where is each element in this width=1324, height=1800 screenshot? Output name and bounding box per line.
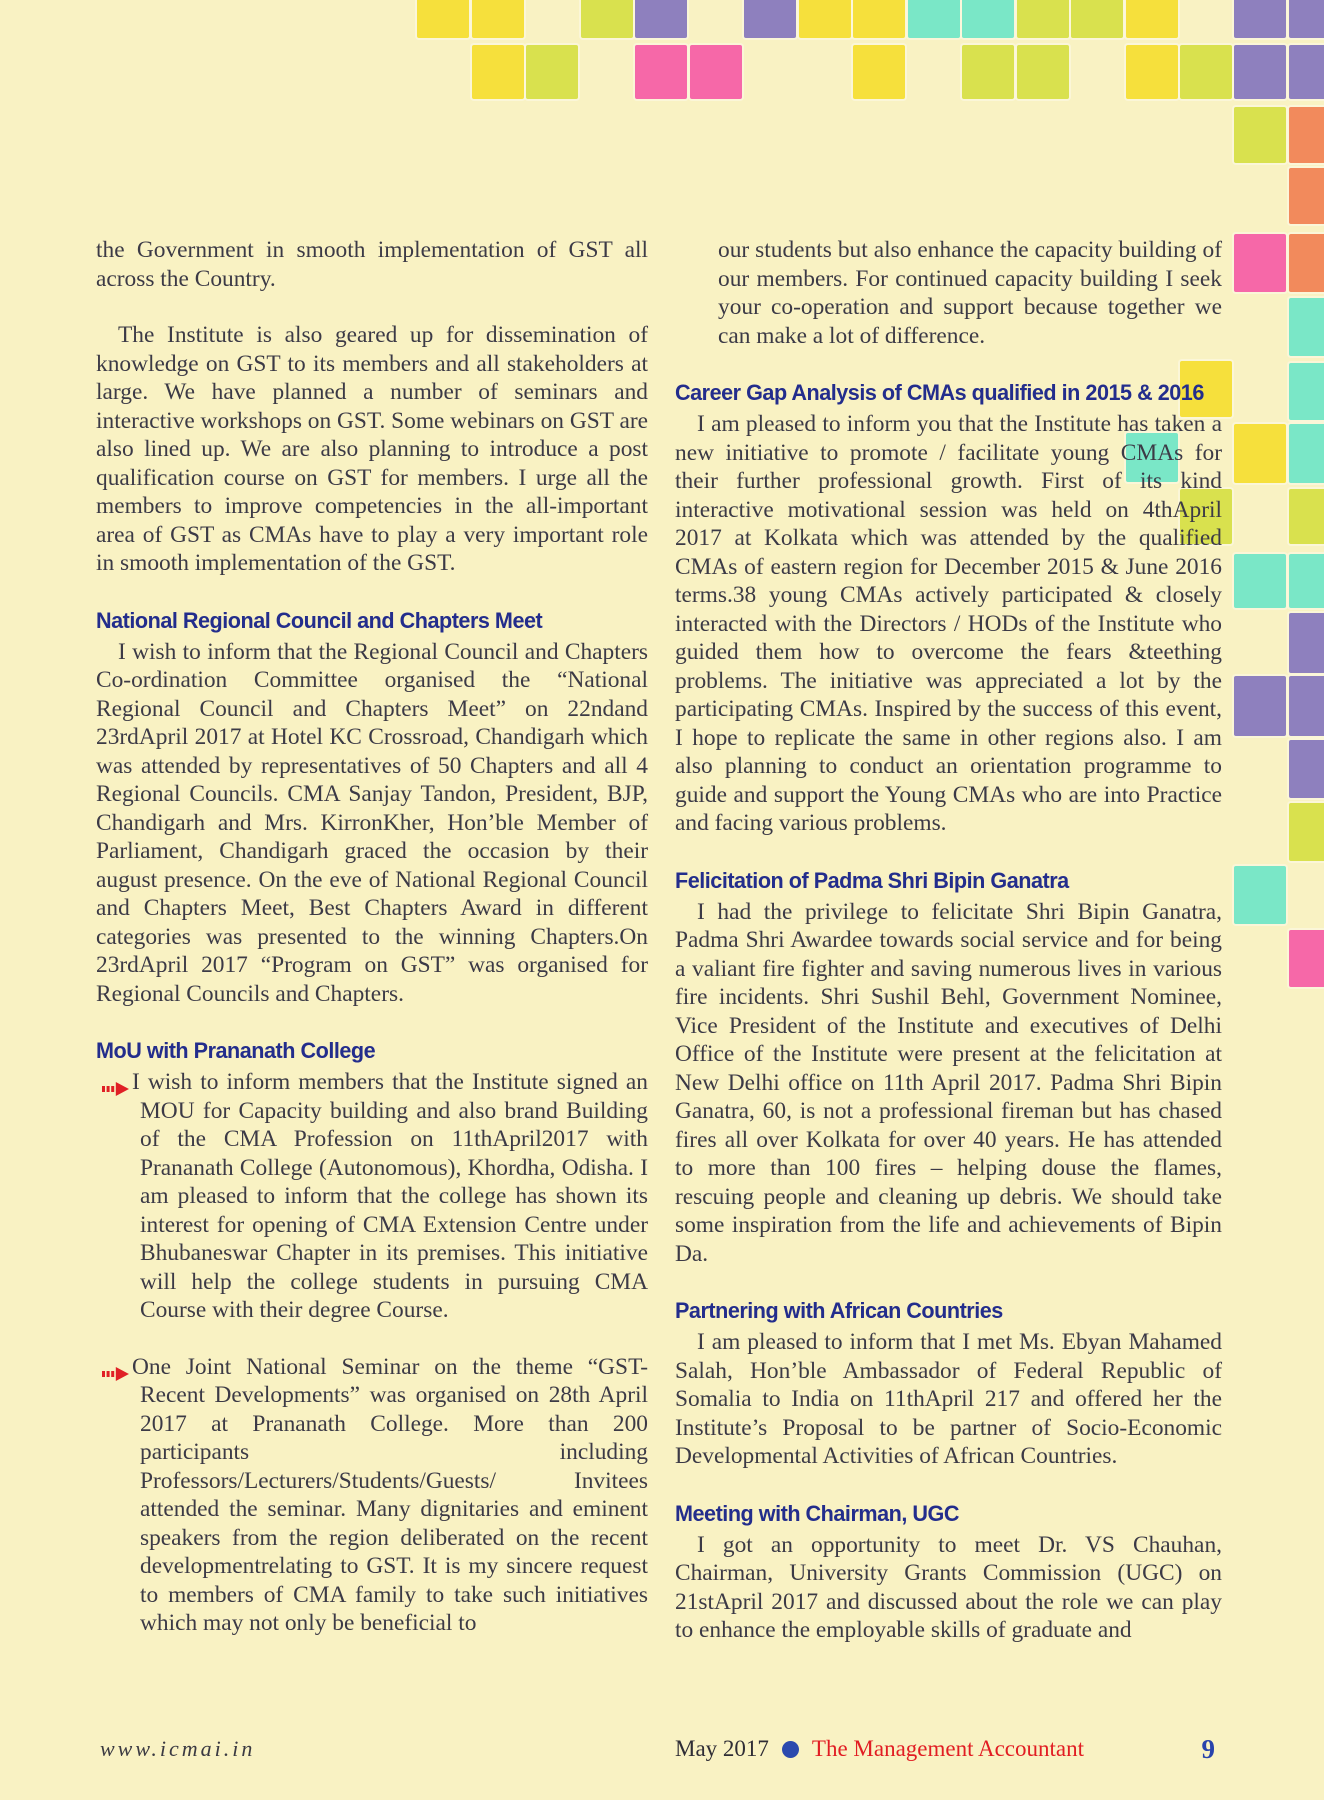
section-heading: Partnering with African Countries — [675, 1298, 1003, 1323]
paragraph: I am pleased to inform that I met Ms. Ebyan Mahamed Salah, Hon’ble Ambassador of Federal Republic of Somalia to India on 11thApril 217 and offered her the Institute’s Proposal to be partner of Socio-Economic Developmental Activities of African Countries. — [675, 1329, 1222, 1469]
lime-square — [526, 45, 578, 99]
section-heading: Career Gap Analysis of CMAs qualified in 2015 & 2016 — [675, 380, 1204, 405]
pink-square — [690, 45, 742, 99]
red-arrow-icon — [102, 1075, 129, 1089]
yellow-square — [472, 0, 524, 38]
teal-square — [908, 0, 960, 38]
pink-square — [1234, 234, 1286, 292]
paragraph: I wish to inform that the Regional Council and Chapters Co-ordination Committee organised the “National Regional Council and Chapters Meet” on 22ndand 23rdApril 2017 at Hotel KC Crossroad, Chandigarh which was attended by representatives of 50 Chapters and all 4 Regional Councils. CMA Sanjay Tandon, President, BJP, Chandigarh and Mrs. KirronKher, Hon’ble Member of Parliament, Chandigarh graced the occasion by their august presence. On the eve of National Regional Council and Chapters Meet, Best Chapters Award in different categories was presented to the winning Chapters.On 23rdApril 2017 “Program on GST” was organised for Regional Councils and Chapters. — [96, 638, 648, 1007]
purple-square — [1289, 740, 1324, 798]
yellow-square — [417, 0, 469, 38]
issue-date: May 2017 — [675, 1736, 769, 1761]
red-arrow-icon — [102, 1360, 129, 1374]
paragraph: our students but also enhance the capacity building of our members. For continued capacity building I seek your co-operation and support because together we can make a lot of difference. — [718, 237, 1222, 349]
purple-square — [1234, 0, 1286, 38]
purple-square — [1289, 45, 1324, 99]
bullet-item — [96, 1353, 648, 1638]
yellow-square — [1126, 0, 1178, 38]
lime-square — [1234, 107, 1286, 163]
column-right — [675, 236, 1222, 1673]
paragraph: The Institute is also geared up for dissemination of knowledge on GST to its members and all stakeholders at large. We have planned a number of seminars and interactive workshops on GST. Some webinars on GST are also lined up. We are also planning to introduce a post qualification course on GST for members. I urge all the members to improve competencies in the all-important area of GST as CMAs have to play a very important role in smooth implementation of the GST. — [96, 322, 648, 576]
page-number: 9 — [1201, 1733, 1215, 1764]
teal-square — [1289, 424, 1324, 483]
teal-square — [1289, 554, 1324, 608]
paragraph: I got an opportunity to meet Dr. VS Chauhan, Chairman, University Grants Commission (UGC) on 21stApril 2017 and discussed about the role we can play to enhance the employable skills of graduate and — [675, 1531, 1222, 1643]
pink-square — [635, 45, 687, 99]
yellow-square — [799, 0, 851, 38]
yellow-square — [853, 0, 905, 38]
section-heading: Felicitation of Padma Shri Bipin Ganatra — [675, 867, 1069, 893]
teal-square — [1289, 298, 1324, 356]
lime-square — [1071, 0, 1123, 38]
section-heading: National Regional Council and Chapters Meet — [96, 607, 543, 633]
section-heading: Meeting with Chairman, UGC — [675, 1500, 959, 1526]
paragraph: I am pleased to inform you that the Institute has taken a new initiative to promote / facilitate young CMAs for their further professional growth. First of its kind interactive motivational session was held on 4thApril 2017 at Kolkata which was attended by the qualified CMAs of eastern region for December 2015 & June 2016 terms.38 young CMAs actively participated & closely interacted with the Directors / HODs of the Institute who guided them how to overcome the fears &teething problems. The initiative was appreciated a lot by the participating CMAs. Inspired by the success of this event, I hope to replicate the same in other regions also. I am also planning to conduct an orientation programme to guide and support the Young CMAs who are into Practice and facing various problems. — [675, 411, 1222, 836]
purple-square — [1289, 676, 1324, 736]
purple-square — [1289, 0, 1324, 38]
lime-square — [1289, 803, 1324, 861]
teal-square — [962, 0, 1014, 38]
purple-square — [1234, 676, 1286, 736]
magazine-title: The Management Accountant — [811, 1736, 1084, 1761]
yellow-square — [1126, 45, 1178, 99]
lime-square — [1289, 489, 1324, 544]
paragraph: the Government in smooth implementation of GST all across the Country. — [96, 237, 648, 292]
purple-square — [744, 0, 796, 38]
lime-square — [1017, 45, 1069, 99]
bullet-text: I wish to inform members that the Institute signed an MOU for Capacity building and also brand Building of the CMA Profession on 11thApril2017 with Prananath College (Autonomous), Khordha, Odisha. I am pleased to inform that the college has shown its interest for opening of CMA Extension Centre under Bhubaneswar Chapter in its premises. This initiative will help the college students in pursuing CMA Course with their degree Course. — [132, 1069, 648, 1323]
section-heading: MoU with Prananath College — [96, 1038, 376, 1063]
lime-square — [581, 0, 633, 38]
bullet-dot-icon — [782, 1741, 799, 1758]
teal-square — [1289, 363, 1324, 420]
pink-square — [1289, 930, 1324, 987]
yellow-square — [472, 45, 524, 99]
orange-square — [1289, 107, 1324, 163]
lime-square — [1180, 45, 1232, 99]
lime-square — [1017, 0, 1069, 38]
footer-right — [675, 1730, 1215, 1768]
teal-square — [1234, 554, 1286, 608]
orange-square — [1289, 168, 1324, 224]
yellow-square — [1234, 424, 1286, 483]
page-footer — [0, 1730, 1324, 1770]
purple-square — [1289, 613, 1324, 673]
purple-square — [1234, 45, 1286, 99]
paragraph: I had the privilege to felicitate Shri Bipin Ganatra, Padma Shri Awardee towards social service and for being a valiant fire fighter and saving numerous lives in various fire incidents. Shri Sushil Behl, Government Nominee, Vice President of the Institute and executives of Delhi Office of the Institute were present at the felicitation at New Delhi office on 11th April 2017. Padma Shri Bipin Ganatra, 60, is not a professional fireman but has chased fires all over Kolkata for over 40 years. He has attended to more than 100 fires – helping douse the flames, rescuing people and cleaning up debris. We should take some inspiration from the life and achievements of Bipin Da. — [675, 898, 1222, 1267]
teal-square — [1234, 866, 1286, 924]
purple-square — [635, 0, 687, 38]
orange-square — [1289, 234, 1324, 292]
bullet-text: One Joint National Seminar on the theme “GST-Recent Developments” was organised on 28th April 2017 at Prananath College. More than 200 participants including Professors/Lecturers/Students/Guests/ Invitees attended the seminar. Many dignitaries and eminent speakers from the region deliberated on the recent developmentrelating to GST. It is my sincere request to members of CMA family to take such initiatives which may not only be beneficial to — [132, 1353, 648, 1636]
yellow-square — [853, 45, 905, 99]
column-left — [96, 236, 648, 1666]
lime-square — [962, 45, 1014, 99]
website-link[interactable]: www.icmai.in — [100, 1736, 256, 1761]
bullet-item — [96, 1068, 648, 1325]
